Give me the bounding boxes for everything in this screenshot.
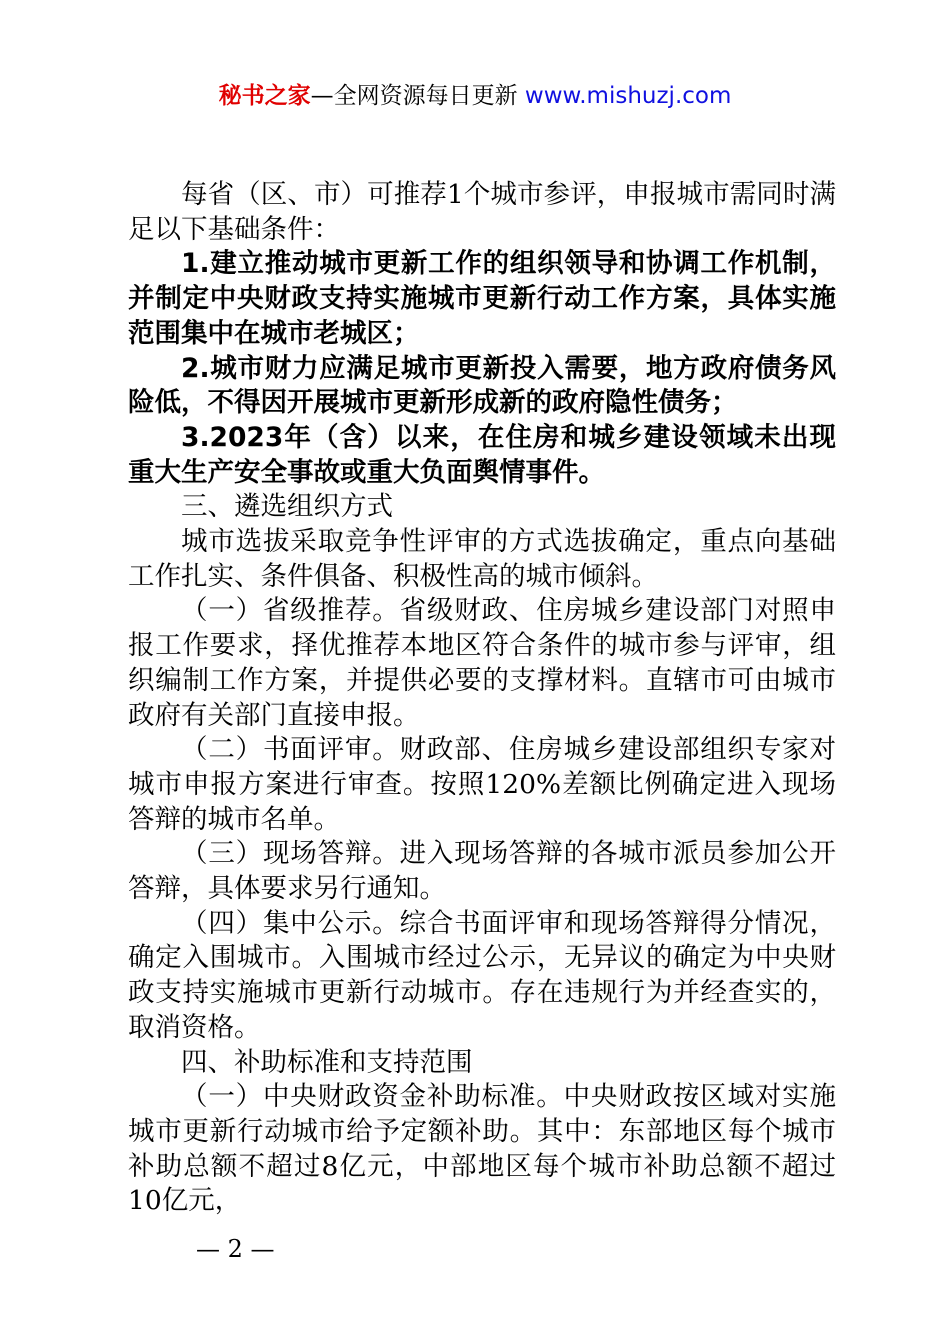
paragraph-bold: 1.建立推动城市更新工作的组织领导和协调工作机制，并制定中央财政支持实施城市更新行动工作方案，具体实施范围集中在城市老城区； [128, 248, 836, 349]
document-body [128, 178, 836, 1219]
section-heading: 三、遴选组织方式 [181, 491, 393, 523]
paragraph: （四）集中公示。综合书面评审和现场答辩得分情况，确定入围城市。入围城市经过公示，无异议的确定为中央财政支持实施城市更新行动城市。存在违规行为并经查实的，取消资格。 [128, 907, 836, 1043]
paragraph: 城市选拔采取竞争性评审的方式选拔确定，重点向基础工作扎实、条件俱备、积极性高的城市倾斜。 [128, 526, 836, 592]
paragraph-bold: 2.城市财力应满足城市更新投入需要，地方政府债务风险低，不得因开展城市更新形成新的政府隐性债务； [128, 352, 836, 419]
header-url-link[interactable]: www.mishuzj.com [524, 83, 732, 109]
paragraph-bold: 3.2023年（含）以来，在住房和城乡建设领域未出现重大生产安全事故或重大负面舆情事件。 [128, 421, 836, 488]
page-number: — 2 — [196, 1235, 275, 1263]
site-header [0, 80, 950, 112]
paragraph: （一）中央财政资金补助标准。中央财政按区域对实施城市更新行动城市给予定额补助。其中：东部地区每个城市补助总额不超过8亿元，中部地区每个城市补助总额不超过10亿元， [128, 1081, 836, 1217]
header-brand: 秘书之家 [218, 83, 311, 109]
paragraph: （一）省级推荐。省级财政、住房城乡建设部门对照申报工作要求，择优推荐本地区符合条件的城市参与评审，组织编制工作方案，并提供必要的支撑材料。直辖市可由城市政府有关部门直接申报。 [128, 595, 836, 731]
section-heading: 四、补助标准和支持范围 [181, 1046, 473, 1078]
paragraph: （三）现场答辩。进入现场答辩的各城市派员参加公开答辩，具体要求另行通知。 [128, 838, 836, 905]
paragraph: 每省（区、市）可推荐1个城市参评，申报城市需同时满足以下基础条件： [128, 179, 836, 245]
header-tagline: —全网资源每日更新 [310, 83, 518, 109]
paragraph: （二）书面评审。财政部、住房城乡建设部组织专家对城市申报方案进行审查。按照120%差额比例确定进入现场答辩的城市名单。 [128, 734, 836, 835]
